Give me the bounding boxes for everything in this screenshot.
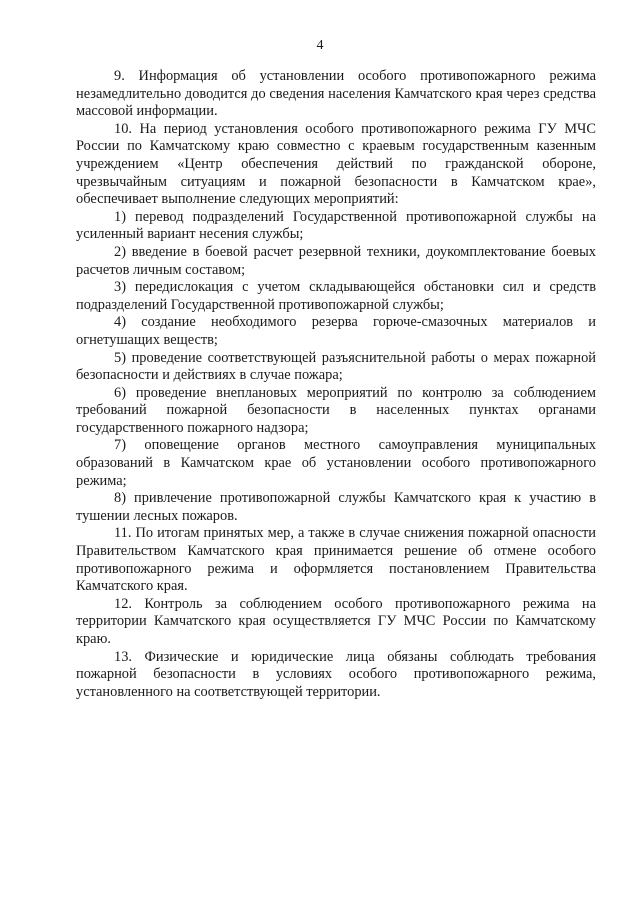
list-item-1: 1) перевод подразделений Государственной противопожарной службы на усиленный вариант несения службы; xyxy=(76,208,596,243)
paragraph-12: 12. Контроль за соблюдением особого противопожарного режима на территории Камчатского края осуществляется ГУ МЧС России по Камчатскому краю. xyxy=(76,595,596,647)
page-number: 4 xyxy=(316,38,324,53)
list-item-3: 3) передислокация с учетом складывающейся обстановки сил и средств подразделений Государственной противопожарной службы; xyxy=(76,279,596,313)
list-item-4: 4) создание необходимого резерва горюче-смазочных материалов и огнетушащих веществ; xyxy=(76,314,596,348)
list-item-8: 8) привлечение противопожарной службы Камчатского края к участию в тушении лесных пожаров. xyxy=(76,490,596,524)
paragraph-11: 11. По итогам принятых мер, а также в случае снижения пожарной опасности Правительством Камчатского края принимается решение об отмене особого противопожарного режима и оформляется постановлением Правительства Камчатского края. xyxy=(76,525,596,595)
list-item-7: 7) оповещение органов местного самоуправления муниципальных образований в Камчатском крае об установлении особого противопожарного режима; xyxy=(76,437,596,489)
paragraph-10: 10. На период установления особого противопожарного режима ГУ МЧС России по Камчатскому краю совместно с краевым государственным казенным учреждением «Центр обеспечения действий по гражданской обороне, чрезвычайным ситуациям и пожарной безопасности в Камчатском крае», обеспечивает выполнение следующих мероприятий: xyxy=(76,120,596,208)
list-item-6: 6) проведение внеплановых мероприятий по контролю за соблюдением требований пожарной безопасности в населенных пунктах органами государственного пожарного надзора; xyxy=(76,384,596,436)
list-item-5: 5) проведение соответствующей разъяснительной работы о мерах пожарной безопасности и действиях в случае пожара; xyxy=(76,349,596,384)
paragraph-9: 9. Информация об установлении особого противопожарного режима незамедлительно доводится до сведения населения Камчатского края через средства массовой информации. xyxy=(76,68,596,120)
list-item-2: 2) введение в боевой расчет резервной техники, доукомплектование боевых расчетов личным составом; xyxy=(76,243,596,278)
paragraph-13: 13. Физические и юридические лица обязаны соблюдать требования пожарной безопасности в условиях особого противопожарного режима, установленного на соответствующей территории. xyxy=(76,648,596,700)
document-body xyxy=(76,68,596,701)
